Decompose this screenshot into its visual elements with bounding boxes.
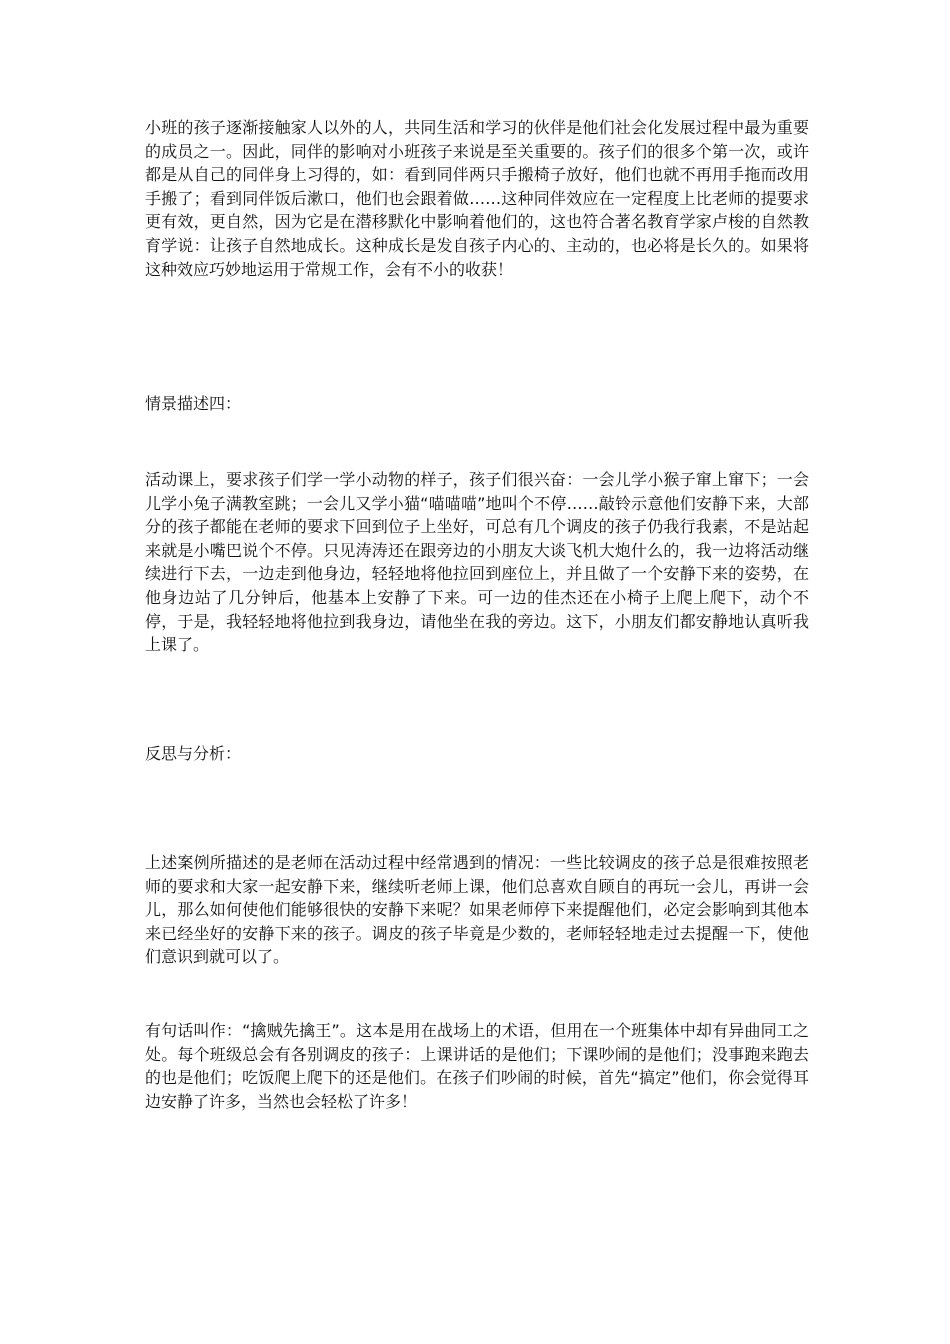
paragraph-conclusion: 有句话叫作：“擒贼先擒王”。这本是用在战场上的术语，但用在一个班集体中却有异曲同工之处。每个班级总会有各别调皮的孩子：上课讲话的是他们；下课吵闹的是他们；没事跑来跑去的也是他们；吃饭爬上爬下的还是他们。在孩子们吵闹的时候，首先“搞定”他们，你会觉得耳边安静了许多，当然也会轻松了许多！	[145, 1021, 809, 1111]
section-heading-scenario-four: 情景描述四：	[145, 394, 242, 413]
paragraph-scenario-description: 活动课上，要求孩子们学一学小动物的样子，孩子们很兴奋：一会儿学小猴子窜上窜下；一会儿学小兔子满教室跳；一会儿又学小猫“喵喵喵”地叫个不停……敲铃示意他们安静下来，大部分的孩子都能在老师的要求下回到位子上坐好，可总有几个调皮的孩子仍我行我素，不是站起来就是小嘴巴说个不停。只见涛涛还在跟旁边的小朋友大谈飞机大炮什么的，我一边将活动继续进行下去，一边走到他身边，轻轻地将他拉回到座位上，并且做了一个安静下来的姿势，在他身边站了几分钟后，他基本上安静了下来。可一边的佳杰还在小椅子上爬上爬下，动个不停，于是，我轻轻地将他拉到我身边，请他坐在我的旁边。这下，小朋友们都安静地认真听我上课了。	[145, 470, 809, 655]
paragraph-reflection: 上述案例所描述的是老师在活动过程中经常遇到的情况：一些比较调皮的孩子总是很难按照老师的要求和大家一起安静下来，继续听老师上课，他们总喜欢自顾自的再玩一会儿，再讲一会儿，那么如何使他们能够很快的安静下来呢？如果老师停下来提醒他们，必定会影响到其他本来已经坐好的安静下来的孩子。调皮的孩子毕竟是少数的，老师轻轻地走过去提醒一下，使他们意识到就可以了。	[145, 853, 809, 967]
paragraph-intro: 小班的孩子逐渐接触家人以外的人，共同生活和学习的伙伴是他们社会化发展过程中最为重要的成员之一。因此，同伴的影响对小班孩子来说是至关重要的。孩子们的很多个第一次，或许都是从自己的同伴身上习得的，如：看到同伴两只手搬椅子放好，他们也就不再用手拖而改用手搬了；看到同伴饭后漱口，他们也会跟着做……这种同伴效应在一定程度上比老师的提要求更有效，更自然，因为它是在潜移默化中影响着他们的，这也符合著名教育学家卢梭的自然教育学说：让孩子自然地成长。这种成长是发自孩子内心的、主动的，也必将是长久的。如果将这种效应巧妙地运用于常规工作，会有不小的收获！	[145, 118, 809, 279]
section-heading-reflection: 反思与分析：	[145, 744, 242, 763]
